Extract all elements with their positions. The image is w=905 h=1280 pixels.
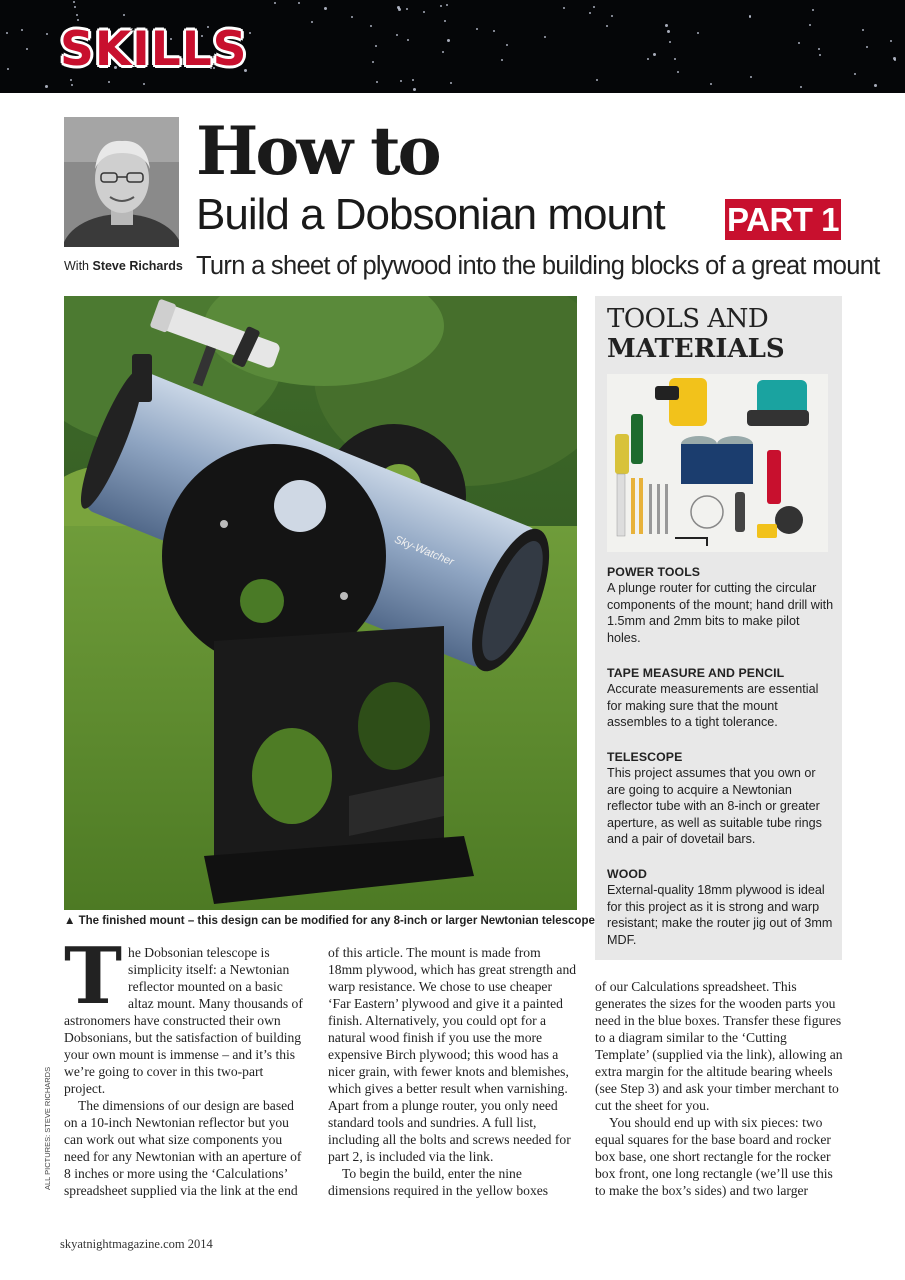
star-dot [506,44,508,46]
star-dot [351,16,353,18]
star-dot [249,32,251,34]
header-band [0,0,905,93]
author-name: Steve Richards [92,259,183,273]
sidebar-section-wood [607,866,835,948]
tools-photo [607,374,828,552]
star-dot [324,7,327,10]
body-paragraph [64,931,307,1097]
star-dot [798,42,800,44]
star-dot [71,84,73,86]
star-dot [77,19,79,21]
dobsonian-mount-photo [64,296,577,910]
star-dot [606,25,608,27]
star-dot [589,12,591,14]
star-dot [677,71,679,73]
star-dot [890,40,892,42]
star-dot [894,59,896,61]
part-badge: PART 1 [725,199,841,240]
star-dot [406,8,408,10]
star-dot [370,25,372,27]
tools-image [607,374,828,552]
star-dot [396,34,398,36]
star-dot [450,82,452,84]
star-dot [407,39,409,41]
star-dot [674,58,676,60]
star-dot [854,73,856,75]
page-footer: skyatnightmagazine.com 2014 [60,1237,213,1251]
star-dot [809,24,811,26]
star-dot [6,32,8,34]
star-dot [21,29,23,31]
star-dot [123,14,125,16]
star-dot [73,1,75,3]
body-column-3 [595,978,843,1199]
body-column-1 [64,931,307,1199]
star-dot [70,79,72,81]
star-dot [862,29,864,31]
body-column-2 [328,944,578,1199]
star-dot [669,41,671,43]
byline-with: With [64,259,89,273]
star-dot [476,28,478,30]
star-dot [667,30,670,33]
author-portrait-image [64,117,179,247]
star-dot [372,61,374,63]
star-dot [749,16,751,18]
picture-credit: ALL PICTURES: STEVE RICHARDS [43,1066,52,1190]
star-dot [413,88,416,91]
star-dot [311,21,313,23]
star-dot [818,48,820,50]
sidebar-heading: POWER TOOLS [607,565,701,579]
star-dot [442,51,444,53]
strapline: Turn a sheet of plywood into the building blocks of a great mount [196,252,880,280]
star-dot [447,39,450,42]
star-dot [7,68,9,70]
star-dot [563,7,565,9]
body-paragraph: You should end up with six pieces: two equal squares for the base board and rocker box base, one short rectangle for the rocker box front, one long rectangle (we’ll use this to make the box’s sides) and two larger [595,1115,833,1198]
sidebar-section-power-tools [607,564,835,646]
sidebar-section-tape-measure [607,665,835,731]
author-photo [64,117,179,247]
star-dot [412,79,414,81]
star-dot [819,54,821,56]
body-paragraph: of our Calculations spreadsheet. This generates the sizes for the wooden parts you need in the blue boxes. Transfer these figures to a diagram similar to the ‘Cutting Template’ (supplied via the link), allowing an extra margin for the altitude bearing wheels (see Step 3) and ask your timber merchant to cut the sheet for you. [595,979,843,1113]
star-dot [45,85,48,88]
body-paragraph: of this article. The mount is made from 18mm plywood, which has great strength and warp resistance. We chose to use cheaper ‘Far Eastern’ plywood and give it a painted finish. Alternatively, you could opt for a natural wood finish if you use the more expensive Birch plywood; this wood has a nicer grain, with fewer knots and blemishes, which gives a better result when varnishing. Apart from a plunge router, you only need standard tools and sundries. A full list, including all the bolts and screws needed for part 2, is included via the link. [328,945,577,1164]
sidebar-heading: WOOD [607,867,648,881]
star-dot [653,53,656,56]
star-dot [143,83,145,85]
sidebar-text: This project assumes that you own or are going to acquire a Newtonian reflector tube with an 8-inch or greater aperture, as well as suitable tube rings and a pair of dovetail bars. [607,766,822,846]
sidebar-section-telescope [607,749,835,848]
star-dot [440,5,442,7]
star-dot [493,30,495,32]
article-title: How to [196,112,439,190]
star-dot [665,24,668,27]
star-dot [376,81,378,83]
star-dot [397,6,400,9]
star-dot [874,84,877,87]
star-dot [812,9,814,11]
sidebar-title-line2: MATERIALS [607,334,785,364]
sidebar-text: Accurate measurements are essential for making sure that the mount assembles to a tight tolerance. [607,682,819,729]
article-subtitle: Build a Dobsonian mount [196,190,665,239]
body-text: he Dobsonian telescope is simplicity itself: a Newtonian reflector mounted on a basic altaz mount. Many thousands of astronomers have constructed their own Dobsonians, but the satisfaction of building your own mount is immense – and it’s this we’re going to cover in this two-part project. [64,945,303,1096]
sidebar-heading: TAPE MEASURE AND PENCIL [607,666,785,680]
photo-caption: ▲ The finished mount – this design can be modified for any 8-inch or larger Newtonian telescope [64,915,595,927]
star-dot [750,76,752,78]
star-dot [26,48,28,50]
star-dot [544,36,546,38]
star-dot [76,14,78,16]
section-label: SKILLS [60,22,248,77]
star-dot [697,32,699,34]
star-dot [647,58,649,60]
star-dot [46,33,48,35]
star-dot [611,15,613,17]
star-dot [593,6,595,8]
main-photo [64,296,577,910]
star-dot [596,79,598,81]
sidebar-title-line1: TOOLS AND [607,304,769,334]
star-dot [800,86,802,88]
star-dot [74,6,76,8]
star-dot [444,20,446,22]
drop-cap: T [64,931,123,1022]
star-dot [710,83,712,85]
byline [64,259,183,273]
tube-label: Sky-Watcher [392,533,456,569]
star-dot [501,59,503,61]
star-dot [298,2,300,4]
sidebar-heading: TELESCOPE [607,750,683,764]
tools-sidebar [595,296,842,960]
body-paragraph: The dimensions of our design are based on a 10-inch Newtonian reflector but you can work out what size components you need for any Newtonian with an aperture of 8 inches or more using the ‘Calculations’ spreadsheet supplied via the link at the end [64,1098,302,1198]
body-paragraph: To begin the build, enter the nine dimensions required in the yellow boxes [328,1166,549,1198]
star-dot [375,45,377,47]
sidebar-text: External-quality 18mm plywood is ideal for this project as it is strong and warp resistant; make the router jig out of 3mm MDF. [607,883,833,947]
star-dot [274,2,276,4]
star-dot [108,81,110,83]
sidebar-text: A plunge router for cutting the circular components of the mount; hand drill with 1.5mm and 2mm bits to make pilot holes. [607,581,834,645]
star-dot [866,46,868,48]
star-dot [446,4,448,6]
star-dot [423,11,425,13]
star-dot [400,80,402,82]
